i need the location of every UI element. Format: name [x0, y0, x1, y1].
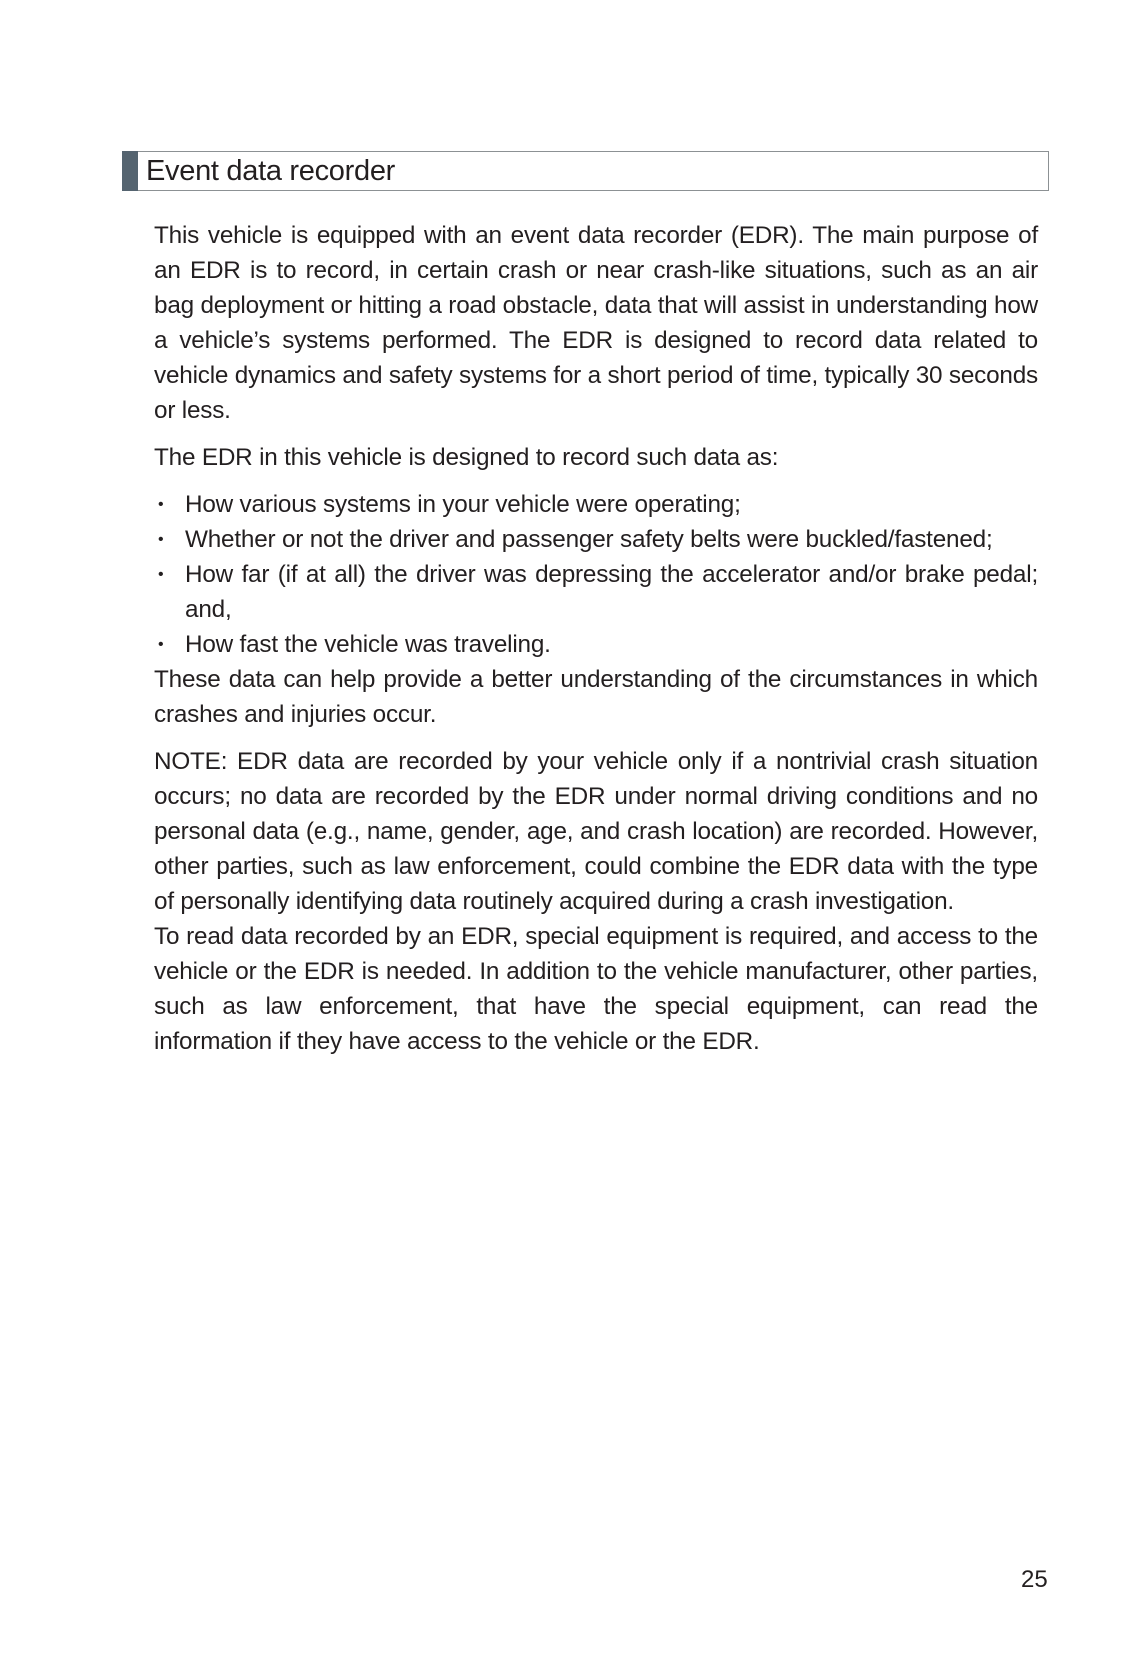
- list-item-text: How far (if at all) the driver was depressing the accelerator and/or brake pedal; and,: [185, 561, 1038, 623]
- section-title: Event data recorder: [146, 154, 395, 187]
- list-item: [154, 627, 1038, 662]
- bullet-icon: •: [158, 531, 164, 548]
- list-item: [154, 557, 1038, 627]
- bullet-icon: •: [158, 566, 164, 583]
- intro-paragraph: This vehicle is equipped with an event data recorder (EDR). The main purpose of an EDR is to record, in certain crash or near crash-like situations, such as an air bag deployment or hitting a road obstacle, data that will assist in understanding how a vehicle’s systems performed. The EDR is designed to record data related to vehicle dynamics and safety systems for a short period of time, typically 30 seconds or less.: [154, 222, 1038, 424]
- note-paragraph: NOTE: EDR data are recorded by your vehicle only if a nontrivial crash situation occurs; no data are recorded by the EDR under normal driving conditions and no personal data (e.g., name, gender, age, and crash location) are recorded. However, other parties, such as law enforcement, could combine the EDR data with the type of personally identifying data routinely acquired during a crash investigation.: [154, 748, 1038, 915]
- list-item-text: How fast the vehicle was traveling.: [185, 631, 551, 658]
- list-intro-paragraph: The EDR in this vehicle is designed to record such data as:: [154, 444, 779, 471]
- section-header-accent-bar: [122, 151, 138, 191]
- list-item-text: Whether or not the driver and passenger safety belts were buckled/fastened;: [185, 526, 993, 553]
- page-number: 25: [1021, 1566, 1048, 1593]
- bullet-icon: •: [158, 496, 164, 513]
- access-paragraph: To read data recorded by an EDR, special equipment is required, and access to the vehicle or the EDR is needed. In addition to the vehicle manufacturer, other parties, such as law enforcement, that have the special equipment, can read the information if they have access to the vehicle or the EDR.: [154, 923, 1038, 1055]
- section-header: [122, 151, 1049, 191]
- summary-paragraph: These data can help provide a better understanding of the circumstances in which crashes and injuries occur.: [154, 666, 1038, 728]
- list-item-text: How various systems in your vehicle were operating;: [185, 491, 741, 518]
- list-item: [154, 522, 1038, 557]
- recorded-data-list: [154, 487, 1038, 662]
- list-item: [154, 487, 1038, 522]
- body-content: [154, 218, 1038, 1059]
- bullet-icon: •: [158, 636, 164, 653]
